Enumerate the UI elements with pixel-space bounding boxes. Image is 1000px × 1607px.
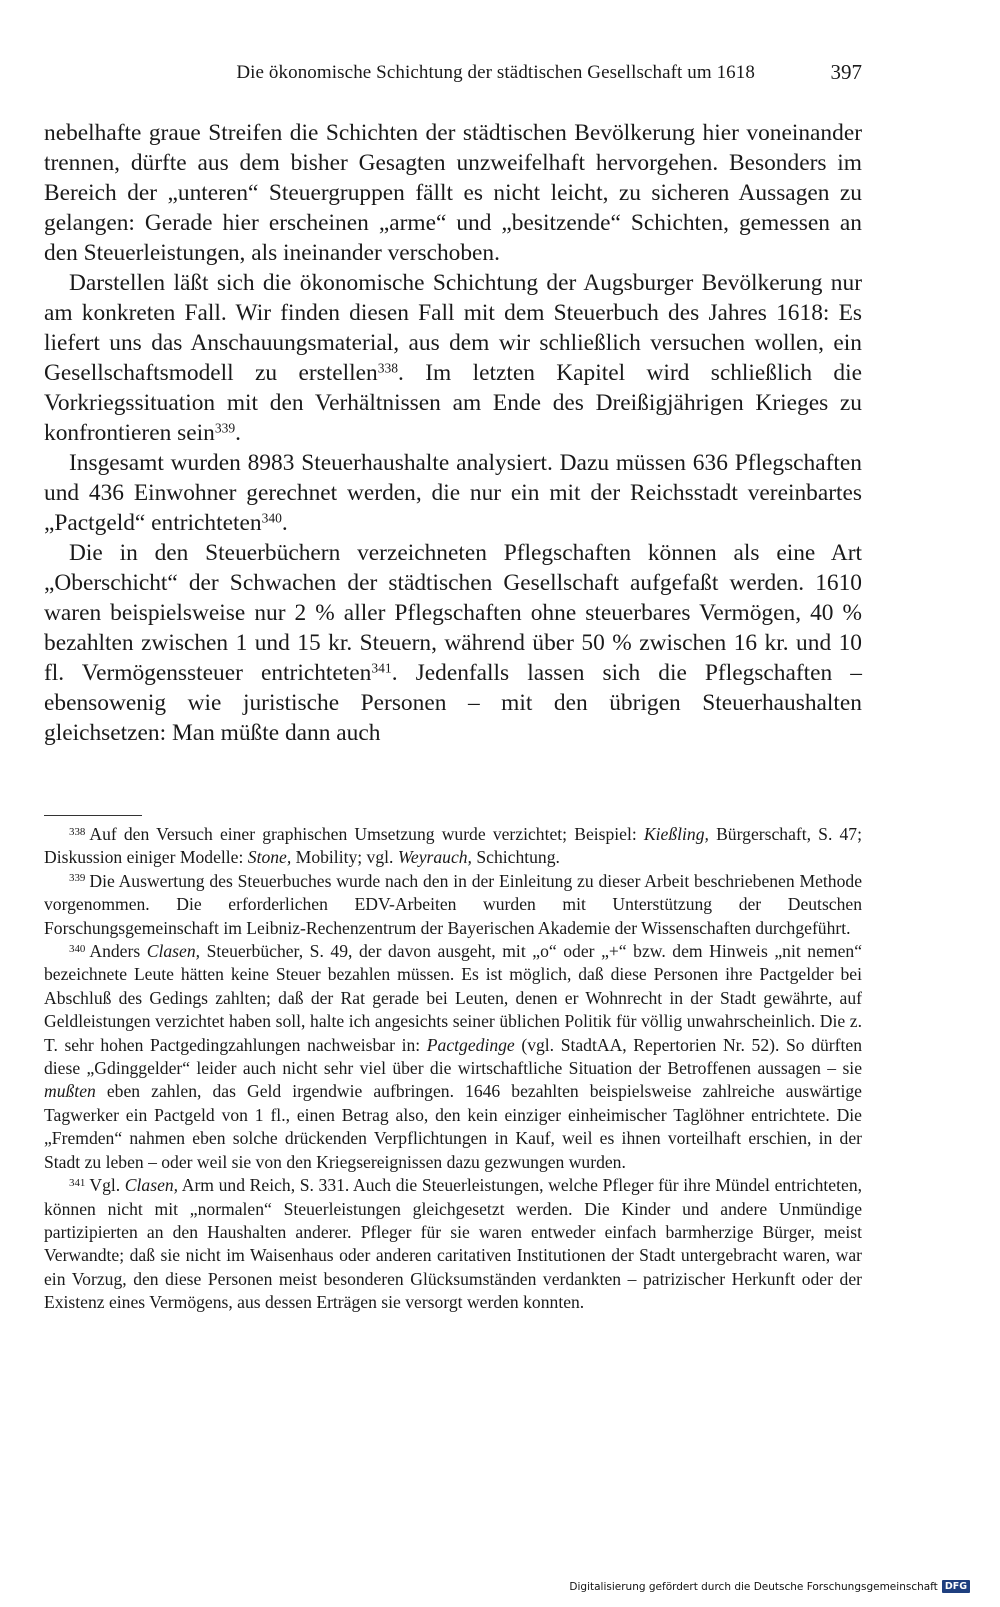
footnote-divider <box>44 815 142 816</box>
footnote-341 <box>44 1174 862 1314</box>
paragraph-2 <box>44 268 862 448</box>
dfg-logo-icon: DFG <box>942 1580 970 1593</box>
footnote-text: Auf den Versuch einer graphischen Umsetzung wurde verzichtet; Beispiel: <box>89 824 644 844</box>
footnote-340 <box>44 940 862 1174</box>
credit-text: Digitalisierung gefördert durch die Deutsche Forschungsgemeinschaft <box>569 1580 938 1593</box>
footnote-ref-341[interactable]: 341 <box>371 660 392 676</box>
footnote-text: Schichtung. <box>471 847 560 868</box>
footnote-author: Clasen, <box>146 941 201 962</box>
running-title: Die ökonomische Schichtung der städtischen Gesellschaft um 1618 <box>236 62 755 83</box>
footnote-author: Stone, <box>247 847 292 868</box>
footnote-ref-338[interactable]: 338 <box>377 360 399 376</box>
paragraph-4-text-a: Die in den Steuerbüchern verzeichneten Pflegschaften können als eine Art „Oberschicht“ der Schwachen der städtischen Gesellschaft aufgefaßt werden. 1610 waren beispielsweise nur 2 % aller Pflegschaften ohne steuerbares Vermögen, 40 % bezahlten zwischen 1 und 15 kr. Steuern, während über 50 % zwischen 16 kr. und 10 fl. Vermögenssteuer entrichteten <box>44 540 862 686</box>
footnote-text: Die Auswertung des Steuerbuches wurde nach den in der Einleitung zu dieser Arbeit beschriebenen Methode vorgenommen. Die erforderlichen EDV-Arbeiten wurden mit Unterstützung der Deutschen Forschungsgemeinschaft im Leibniz-Rechenzentrum der Bayerischen Akademie der Wissenschaften durchgeführt. <box>44 870 862 938</box>
footnote-text: (vgl. StadtAA, Repertorien Nr. 52). So dürften diese „Gdinggelder“ leider auch nicht sehr viel über die wirtschaftliche Situation der Betroffenen aussagen – sie <box>44 1034 863 1079</box>
footnote-text: Steuerbücher, S. 49, der davon ausgeht, mit „o“ oder „+“ bzw. dem Hinweis „nit nemen“ bezeichnete Leute hätten keine Steuer bezahlen müssen. Es ist möglich, daß diese Personen ihre Pactgelder bei Abschluß des Gedings zahlten; daß der Rat gerade bei Leuten, denen er Wohnrecht in der Stadt gewährte, auf Geldleistungen verzichtet haben soll, halte ich angesichts seiner üblichen Politik für völlig unwahrscheinlich. Die z. T. sehr hohen Pactgedingzahlungen nachweisbar in: <box>44 941 863 1055</box>
footnote-author: Kießling, <box>643 824 709 844</box>
footnote-number: 341 <box>69 1176 86 1189</box>
footnote-text: Anders <box>89 941 147 962</box>
main-text <box>44 118 862 748</box>
footnote-text: Mobility; vgl. <box>291 847 398 868</box>
footnote-author: Weyrauch, <box>397 847 472 868</box>
paragraph-3-text-a: Insgesamt wurden 8983 Steuerhaushalte analysiert. Dazu müssen 636 Pflegschaften und 436 Einwohner gerechnet werden, die nur ein mit der Reichsstadt vereinbartes „Pactgeld“ entrichteten <box>44 450 862 536</box>
paragraph-4 <box>44 538 862 748</box>
paragraph-4-text-b: . Jedenfalls lassen sich die Pflegschaften – ebensowenig wie juristische Personen – mit den übrigen Steuerhaushalten gleichsetzen: Man müßte dann auch <box>44 660 862 746</box>
paragraph-2-text-a: Darstellen läßt sich die ökonomische Schichtung der Augsburger Bevölkerung nur am konkreten Fall. Wir finden diesen Fall mit dem Steuerbuch des Jahres 1618: Es liefert uns das Anschauungsmaterial, aus dem wir schließlich versuchen wollen, ein Gesellschaftsmodell zu erstellen <box>44 270 862 386</box>
paragraph-3-text-b: . <box>281 510 288 536</box>
footnote-338 <box>44 823 862 870</box>
paragraph-2-text-c: . <box>235 420 242 446</box>
page-number: 397 <box>830 60 862 84</box>
footnote-text: eben zahlen, das Geld irgendwie aufbringen. 1646 bezahlten beispielsweise zahlreiche auswärtige Tagwerker ein Pactgeld von 1 fl., einen Betrag also, den kein einziger einheimischer Taglöhner entrichtete. Die „Fremden“ nahmen eben solche drückenden Verpflichtungen in Kauf, weil es ihnen vorteilhaft erschien, in der Stadt zu leben – oder weil sie von den Kriegsereignissen dazu gezwungen wurden. <box>44 1081 862 1172</box>
digitization-credit <box>569 1580 970 1593</box>
paragraph-3 <box>44 448 862 538</box>
footnotes <box>44 823 862 1315</box>
paragraph-1-text: nebelhafte graue Streifen die Schichten der städtischen Bevölkerung hier voneinander trennen, dürfte aus dem bisher Gesagten unzweifelhaft hervorgehen. Besonders im Bereich der „unteren“ Steuergruppen fällt es nicht leicht, zu sicheren Aussagen zu gelangen: Gerade hier erscheinen „arme“ und „besitzende“ Schichten, gemessen an den Steuerleistungen, als ineinander verschoben. <box>44 120 862 266</box>
paragraph-1 <box>44 118 862 268</box>
footnote-text: Bürgerschaft, S. 47; Diskussion einiger Modelle: <box>44 824 862 868</box>
footnote-text: Vgl. <box>89 1175 125 1196</box>
footnote-number: 340 <box>69 942 86 955</box>
footnote-source-title: Pactgedinge <box>426 1034 515 1055</box>
footnote-ref-340[interactable]: 340 <box>261 510 282 526</box>
footnote-author: Clasen, <box>124 1175 179 1196</box>
footnote-number: 339 <box>69 872 86 885</box>
footnote-ref-339[interactable]: 339 <box>214 420 236 436</box>
footnote-text: Arm und Reich, S. 331. Auch die Steuerleistungen, welche Pfleger für ihre Mündel entrichteten, können nicht mit „normalen“ Steuerleistungen gleichgesetzt werden. Die Kinder und andere Unmündige partizipierten an den Haushalten anderer. Pfleger für sie waren entweder einfach barmherzige Bürger, meist Verwandte; daß sie nicht im Waisenhaus oder anderen caritativen Institutionen der Stadt untergebracht waren, war ein Vorzug, den diese Personen meist besonderen Glücksumständen verdankten – patrizischer Herkunft oder der Existenz eines Vermögens, aus dessen Erträgen sie versorgt werden konnten. <box>44 1175 863 1313</box>
paragraph-2-text-b: . Im letzten Kapitel wird schließlich die Vorkriegssituation mit den Verhältnissen am Ende des Dreißigjährigen Krieges zu konfrontieren sein <box>44 360 862 446</box>
footnote-339 <box>44 870 862 940</box>
footnote-emphasis: mußten <box>44 1081 96 1102</box>
footnote-number: 338 <box>69 825 86 838</box>
